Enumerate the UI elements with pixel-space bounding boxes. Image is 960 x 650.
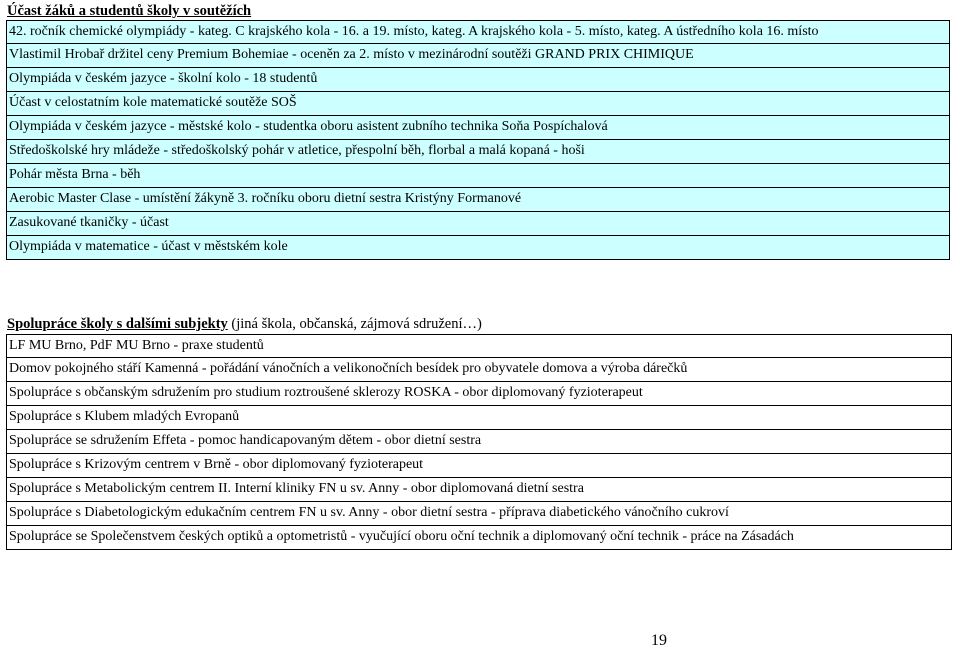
cooperation-row: Spolupráce se sdružením Effeta - pomoc handicapovaným dětem - obor dietní sestra [6,430,952,454]
competition-row: Aerobic Master Clase - umístění žákyně 3. ročníku oboru dietní sestra Kristýny Formanové [6,188,950,212]
competition-row: Zasukované tkaničky - účast [6,212,950,236]
cooperation-row: LF MU Brno, PdF MU Brno - praxe studentů [6,334,952,358]
cooperation-table [6,334,952,550]
cooperation-row: Domov pokojného stáří Kamenná - pořádání vánočních a velikonočních besídek pro obyvatele domova a výroba dárečků [6,358,952,382]
competition-row: Olympiáda v českém jazyce - městské kolo - studentka oboru asistent zubního technika Soňa Pospíchalová [6,116,950,140]
cooperation-row: Spolupráce s občanským sdružením pro studium roztroušené sklerozy ROSKA - obor diplomovaný fyzioterapeut [6,382,952,406]
competition-row: Pohár města Brna - běh [6,164,950,188]
section-title-cooperation [7,315,482,333]
competitions-table [6,20,950,260]
section-title-competitions-text: Účast žáků a studentů školy v soutěžích [7,3,252,19]
page-number: 19 [651,632,667,649]
cooperation-row: Spolupráce se Společenstvem českých optiků a optometristů - vyučující oboru oční technik a diplomovaný oční technik - práce na Zásadách [6,526,952,550]
cooperation-row: Spolupráce s Klubem mladých Evropanů [6,406,952,430]
competition-row: Olympiáda v matematice - účast v městském kole [6,236,950,260]
cooperation-row: Spolupráce s Metabolickým centrem II. Interní kliniky FN u sv. Anny - obor diplomovaná dietní sestra [6,478,952,502]
competition-row: Vlastimil Hrobař držitel ceny Premium Bohemiae - oceněn za 2. místo v mezinárodní soutěži GRAND PRIX CHIMIQUE [6,44,950,68]
competition-row: 42. ročník chemické olympiády - kateg. C krajského kola - 16. a 19. místo, kateg. A krajského kola - 5. místo, kateg. A ústředního kola 16. místo [6,20,950,44]
section-title-competitions [7,2,251,20]
competition-row: Účast v celostatním kole matematické soutěže SOŠ [6,92,950,116]
section-title-cooperation-rest: (jiná škola, občanská, zájmová sdružení…) [227,316,482,332]
competition-row: Středoškolské hry mládeže - středoškolský pohár v atletice, přespolní běh, florbal a malá kopaná - hoši [6,140,950,164]
cooperation-row: Spolupráce s Krizovým centrem v Brně - obor diplomovaný fyzioterapeut [6,454,952,478]
section-title-cooperation-bold: Spolupráce školy s dalšími subjekty [7,316,228,332]
competition-row: Olympiáda v českém jazyce - školní kolo - 18 studentů [6,68,950,92]
cooperation-row: Spolupráce s Diabetologickým edukačním centrem FN u sv. Anny - obor dietní sestra - příprava diabetického vánočního cukroví [6,502,952,526]
